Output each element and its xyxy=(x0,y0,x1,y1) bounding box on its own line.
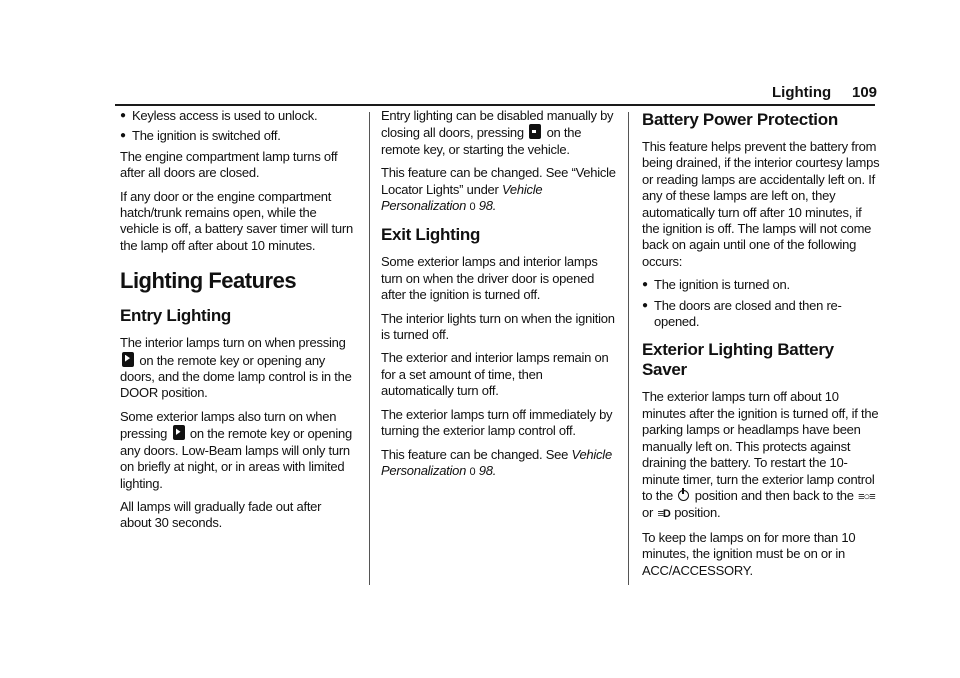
paragraph: Entry lighting can be disabled manually by closing all doors, pressing on the remote key, or starting the vehicle. xyxy=(381,108,614,157)
heading-exit-lighting: Exit Lighting xyxy=(381,225,481,245)
paragraph: The exterior and interior lamps remain on for a set amount of time, then automatically turn off. xyxy=(381,350,609,399)
paragraph: This feature can be changed. See “Vehicle Locator Lights” under Vehicle Personalization 0 98. xyxy=(381,165,616,214)
header-rule xyxy=(115,104,875,106)
paragraph: The interior lamps turn on when pressing on the remote key or opening any doors, and the dome lamp control is in the DOOR position. xyxy=(120,335,352,401)
paragraph: The engine compartment lamp turns off after all doors are closed. xyxy=(120,148,338,181)
lock-button-icon xyxy=(529,124,541,139)
unlock-button-icon xyxy=(173,425,185,440)
headlamps-icon: ≡D xyxy=(657,508,670,521)
paragraph: The exterior lamps turn off immediately by turning the exterior lamp control off. xyxy=(381,406,613,439)
paragraph: Some exterior lamps and interior lamps turn on when the driver door is opened after the ignition is turned off. xyxy=(381,254,598,303)
page-number: 109 xyxy=(852,84,878,101)
paragraph: This feature helps prevent the battery from being drained, if the interior courtesy lamps or reading lamps are accidentally left on. If any of these lamps are left on, they automatically turn off after 10 minutes, if the ignition is off. The lamps will not come back on again until one of the following occurs: xyxy=(642,139,880,269)
page-reference[interactable]: 98 xyxy=(478,198,493,214)
paragraph: All lamps will gradually fade out after about 30 seconds. xyxy=(120,498,322,531)
page-arrow-icon: 0 xyxy=(469,201,476,214)
column-3 xyxy=(642,108,882,586)
paragraph: Some exterior lamps also turn on when pressing on the remote key or opening any doors. Low-Beam lamps will only turn on briefly at night, or in areas with limited lighting. xyxy=(120,408,352,491)
page-header xyxy=(0,84,960,106)
paragraph: If any door or the engine compartment hatch/trunk remains open, while the vehicle is off, a battery saver timer will turn the lamp off after about 10 minutes. xyxy=(120,188,353,253)
page-reference[interactable]: 98 xyxy=(478,462,493,478)
heading-battery-power-protection: Battery Power Protection xyxy=(642,110,838,129)
list-item: ● The ignition is switched off. xyxy=(120,128,281,144)
cross-reference-link[interactable]: Vehicle Personalization xyxy=(381,181,543,214)
cross-reference-link[interactable]: Vehicle Personalization xyxy=(381,446,612,478)
parking-lamps-icon: ≡○≡ xyxy=(858,490,875,503)
column-divider xyxy=(369,112,370,585)
list-item: ● The doors are closed and then re-opened. xyxy=(642,297,842,330)
paragraph: The exterior lamps turn off about 10 minutes after the ignition is turned off, if the parking lamps or headlamps have been manually left on. This protects against draining the battery. To restart the 10-minute timer, turn the exterior lamp control to the position and then back to the ≡○≡ or ≡D position. xyxy=(642,389,882,522)
heading-entry-lighting: Entry Lighting xyxy=(120,306,232,326)
column-2 xyxy=(381,108,616,487)
paragraph: This feature can be changed. See Vehicle Personalization 0 98. xyxy=(381,446,612,478)
heading-lighting-features: Lighting Features xyxy=(120,268,297,294)
column-divider xyxy=(628,112,629,585)
column-1 xyxy=(120,108,355,539)
page-arrow-icon: 0 xyxy=(469,465,476,478)
paragraph: The interior lights turn on when the ignition is turned off. xyxy=(381,310,615,343)
heading-exterior-lighting-battery-saver: Exterior Lighting Battery Saver xyxy=(642,340,834,380)
list-item: ● Keyless access is used to unlock. xyxy=(120,108,318,123)
section-title: Lighting xyxy=(772,84,832,101)
power-off-icon xyxy=(678,490,689,501)
paragraph: To keep the lamps on for more than 10 minutes, the ignition must be on or in ACC/ACCESSORY. xyxy=(642,529,856,578)
list-item: ● The ignition is turned on. xyxy=(642,277,790,293)
unlock-button-icon xyxy=(122,352,134,367)
